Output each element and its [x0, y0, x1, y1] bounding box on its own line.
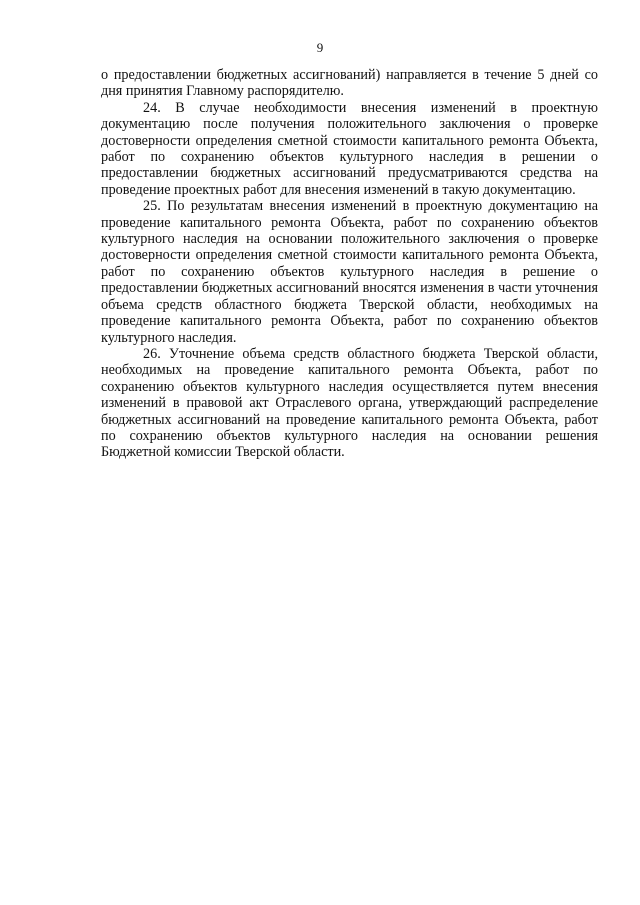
paragraph-continuation: о предоставлении бюджетных ассигнований) направляется в течение 5 дней со дня принятия Главному распорядителю. — [101, 67, 598, 100]
document-body — [101, 67, 598, 461]
paragraph-24: 24. В случае необходимости внесения изменений в проектную документацию после получения положительного заключения о проверке достоверности определения сметной стоимости капитального ремонта Объекта, работ по сохранению объектов культурного наследия в решении о предоставлении бюджетных ассигнований предусматриваются средства на проведение проектных работ для внесения изменений в такую документацию. — [101, 99, 598, 198]
paragraph-25: 25. По результатам внесения изменений в проектную документацию на проведение капитального ремонта Объекта, работ по сохранению объектов культурного наследия на основании положительного заключения о проверке достоверности определения сметной стоимости капитального ремонта Объекта, работ по сохранению объектов культурного наследия в решение о предоставлении бюджетных ассигнований вносятся изменения в части уточнения объема средств областного бюджета Тверской области, необходимых на проведение капитального ремонта Объекта, работ по сохранению объектов культурного наследия. — [101, 198, 598, 346]
paragraph-26: 26. Уточнение объема средств областного бюджета Тверской области, необходимых на проведение капитального ремонта Объекта, работ по сохранению объектов культурного наследия осуществляется путем внесения изменений в правовой акт Отраслевого органа, утверждающий распределение бюджетных ассигнований на проведение капитального ремонта Объекта, работ по сохранению объектов культурного наследия на основании решения Бюджетной комиссии Тверской области. — [101, 345, 598, 461]
page-number: 9 — [316, 40, 324, 55]
